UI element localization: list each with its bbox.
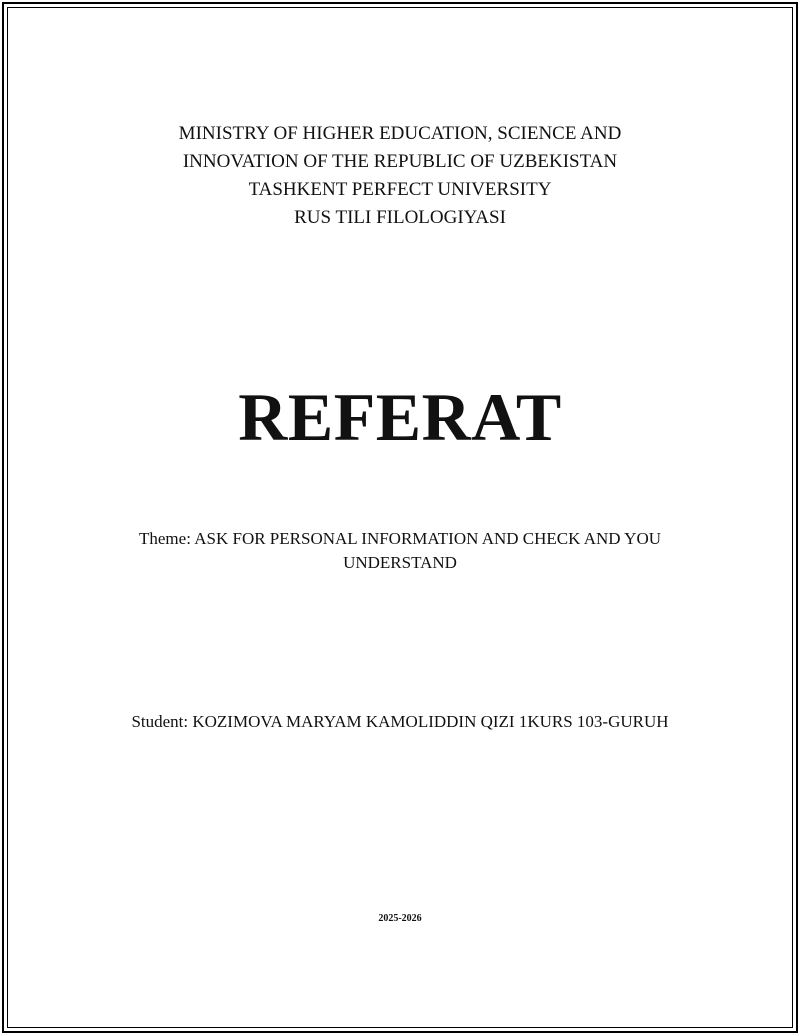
theme-text: Theme: ASK FOR PERSONAL INFORMATION AND CHECK AND YOU UNDERSTAND bbox=[139, 529, 661, 572]
academic-year: 2025-2026 bbox=[378, 913, 422, 924]
student-info: Student: KOZIMOVA MARYAM KAMOLIDDIN QIZI 1KURS 103-GURUH bbox=[131, 712, 669, 731]
institution-header bbox=[0, 120, 800, 232]
department-name: RUS TILI FILOLOGIYASI bbox=[294, 207, 506, 228]
ministry-line-1: MINISTRY OF HIGHER EDUCATION, SCIENCE AND bbox=[178, 123, 622, 144]
document-title: REFERAT bbox=[238, 379, 562, 455]
ministry-line-2: INNOVATION OF THE REPUBLIC OF UZBEKISTAN bbox=[182, 151, 618, 172]
university-name: TASHKENT PERFECT UNIVERSITY bbox=[248, 179, 552, 200]
